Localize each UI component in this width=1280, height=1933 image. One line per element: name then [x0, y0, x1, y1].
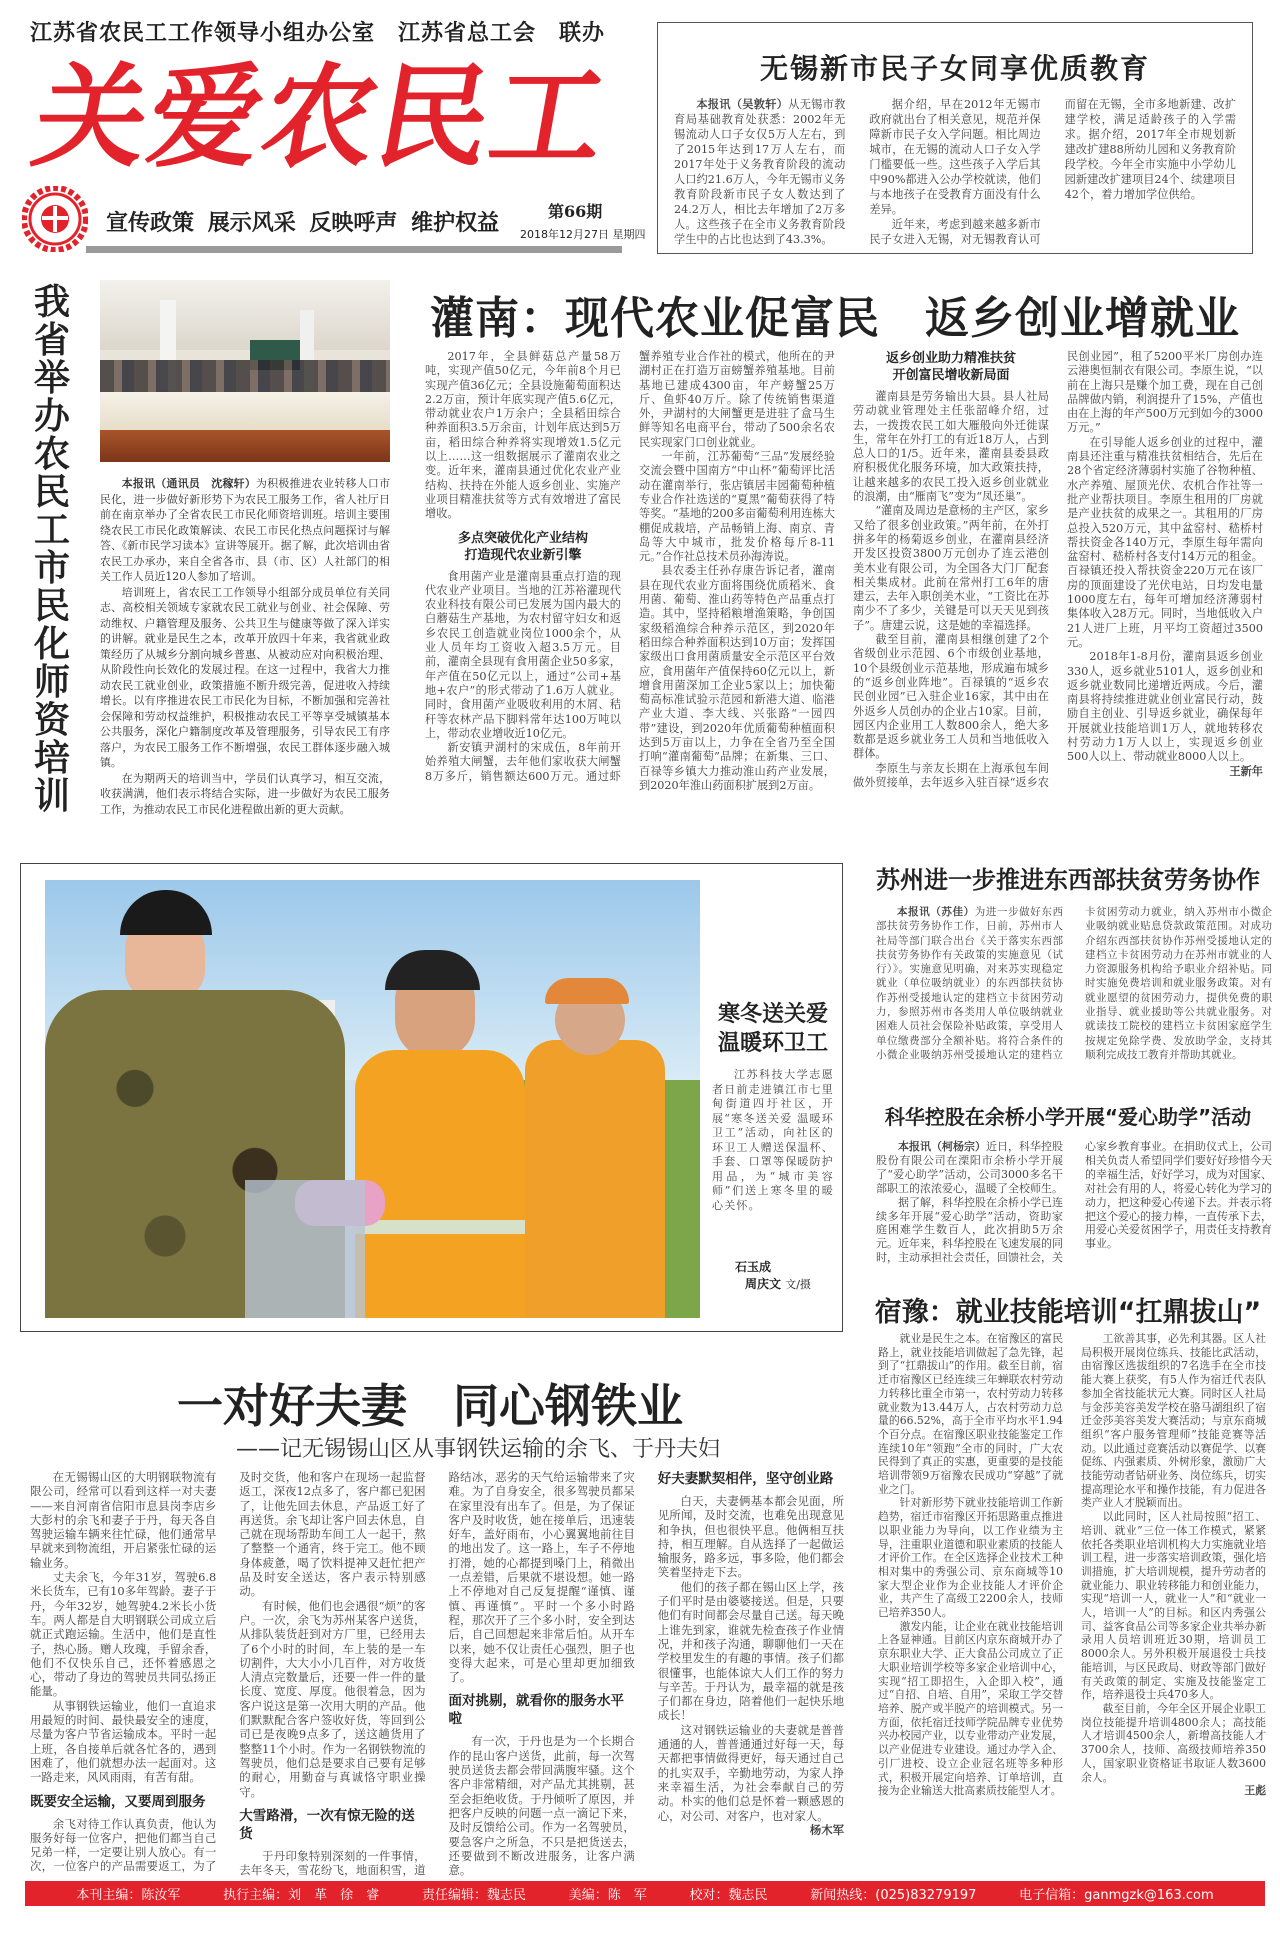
issue-date: 2018年12月27日 星期四: [520, 228, 646, 241]
photo-feature-title: [706, 1000, 840, 1058]
paragraph: 近年来，考虑到越来越多新市民子女进入无锡，对无锡教育认可而留在无锡，全市多地新建、改扩建学校，满足适龄孩子的入学需求。据介绍，2017年全市规划新建改扩建88所幼儿园和义务教育阶段学校。今年全市实施中小学幼儿园新建改扩建项目24个、续建项目42个，着力增加学位供给。: [869, 98, 1236, 246]
paragraph: 他们的孩子都在锡山区上学，孩子们平时是由婆婆接送。但是，只要他们有时间都会尽量自己送。每天晚上谁先到家，谁就先检查孩子作业情况，并和孩子沟通，聊聊他们一天在学校里发生的有趣的事情。孩子们都很懂事，也能体谅大人们工作的努力与辛苦。于丹认为，最幸福的就是孩子们都在身边，陪着他们一起快乐地成长！: [657, 1579, 844, 1723]
paragraph: 在为期两天的培训当中，学员们认真学习，相互交流，收获满满，他们表示将结合实际，进一步做好为农民工服务工作，为推动农民工市民化进程做出新的更大贡献。: [100, 771, 390, 816]
paragraph: [876, 1140, 1063, 1196]
paragraph: 李原生与亲友长期在上海承包车间做外贸接单，去年返乡入驻百禄“返乡农民创业园”，租了5200平米厂房创办连云港奥恒制衣有限公司。李原生说，“以前在上海只是赚个加工费，现在自己创品牌做内销，利润提升了15%，产值也由在上海的年产500万元到如今的3000万元。”: [853, 350, 1263, 790]
paragraph: 有一次，于丹也是为一个长期合作的昆山客户送货，此前，每一次驾驶员送货去都会带回满腹牢骚。这个客户非常精细，对产品尤其挑剔，甚至会拒绝收货。于丹倾听了原因，并把客户反映的问题一点一滴记下来，及时反馈给公司。作为一名驾驶员，要急客户之所急，不只是把货送去，还要做到不断改进服务，让客户满意。: [448, 1734, 635, 1878]
article-kehua-body: [876, 1140, 1272, 1265]
subheading: 好夫妻默契相伴，坚守创业路: [657, 1471, 834, 1487]
paragraph: 针对新形势下就业技能培训工作新趋势，宿迁市宿豫区开拓思路重点推进以职业能力为导向，以工作业绩为主导，注重职业道德和职业素质的技能人才评价工作。在全区选择企业技术工种相对集中的秀强公司、京东商城等10家大型企业作为企业技能人才评价企业，共产生了高级工2200余人，技师已培养350人。: [878, 1496, 1063, 1620]
paragraph: 据介绍，早在2012年无锡市政府就出台了相关意见，规范并保障新市民子女入学问题。相比周边城市，在无锡的流动人口子女入学门槛要低一些。这些孩子入学后其中90%都进入公办学校就读，他们与本地孩子在受教育方面没有什么差异。: [869, 98, 1041, 216]
article-suyu-body: [878, 1332, 1266, 1798]
footer-email: 电子信箱：ganmgzk@163.com: [1019, 1888, 1214, 1903]
byline: 王彪: [1244, 1784, 1266, 1798]
paragraph-text: 从无锡市教育局基础教育处获悉：2002年无锡流动人口子女仅5万人左右，到了2015年达到17万人左右，而2017年处于义务教育阶段的流动人口约21.6万人，今年无锡市义务教育阶段新市民子女人数达到了24.2万人，相比去年增加了2万多人。这些孩子在全市义务教育阶段学生中的占比也达到了43.3%。: [674, 98, 846, 246]
training-meeting-photo: [100, 280, 390, 462]
slogan-item: 反映呼声: [309, 211, 398, 236]
paragraph: 就业是民生之本。在宿豫区的富民路上，就业技能培训做起了急先锋，起到了“扛鼎拔山”的作用。截至目前，宿迁市宿豫区已经连续三年蝉联农村劳动力转移比重全市第一，农村劳动力转移就业数为13.44万人，占农村劳动力总量的66.52%，高于全市平均水平1.94个百分点。在宿豫区职业技能鉴定工作连续10年“领跑”全市的同时，广大农民得到了真正的实惠，更重要的是技能培训带领9万宿豫农民成功“穿越”了就业之门。: [878, 1332, 1063, 1496]
credit-role: 文/摄: [785, 1278, 811, 1291]
footer-news-hotline: 新闻热线：(025)83279197: [810, 1888, 977, 1903]
caption-text: 江苏科技大学志愿者日前走进镇江市七里甸街道四圩社区，开展“寒冬送关爱 温暖环卫工”活动，向社区的环卫工人赠送保温杯、手套、口罩等保暖防护用品，为“城市美容师”们送上寒冬里的暖心关怀。: [712, 1068, 834, 1212]
paragraph: 县农委主任孙存康告诉记者，灌南县在现代农业方面将围绕优质稻米、食用菌、葡萄、淮山药等特色产品重点打造。其中，坚持稻粮增渔策略，争创国家级稻渔综合种养示范区，到2020年稻田综合种养面积达到10万亩；发挥国家级出口食用菌质量安全示范区平台效应，食用菌年产值保持60亿元以上，新增食用菌深加工企业5家以上；加快葡萄高标准试验示范园和新港大道、临港产业大道、李大线、兴张路“一园四带”建设，到2020年优质葡萄种植面积达到5万亩以上，力争在全省乃至全国打响“灌南葡萄”品牌；在新集、三口、百禄等乡镇大力推动淮山药产业发展，到2020年淮山药面积扩展到2万亩。: [639, 564, 835, 792]
paragraph: 工欲善其事，必先利其器。区人社局积极开展岗位练兵、技能比武活动，由宿豫区选拔组织的7名选手在全市技能大赛上获奖，有5人作为宿迁代表队参加全省技能状元大赛。同时区人社局与金莎美容美发学校在骆马湖组织了宿迁金莎美容美发大赛活动；与京东商城组织“客户服务管理师”技能竞赛等活动。以此通过竞赛活动以赛促学、以赛促练、内强素质、外树形象，激励广大技能劳动者钻研业务、岗位练兵，切实提高理论水平和操作技能，有力促进各类产业人才脱颖而出。: [1081, 1332, 1266, 1510]
editorial-staff-footer: [25, 1881, 1265, 1906]
paragraph-text: 为进一步做好东西部扶贫劳务协作工作，日前，苏州市人社局等部门联合出台《关于落实东西部扶贫劳务协作有关政策的实施意见（试行）》。实施意见明确，对来苏实现稳定就业（单位吸纳就业）的东西部扶贫协作苏州受援地认定的建档立卡贫困劳动力，参照苏州市各类用人单位吸纳就业困难人员社会保险补贴政策，享受用人单位缴费部分全额补贴。将符合条件的小微企业吸纳苏州受援地认定的建档立卡贫困劳动力就业，纳入苏州市小微企业吸纳就业贴息贷款政策范围。对成功介绍东西部扶贫协作苏州受援地认定的建档立卡贫困劳动力在苏州市就业的人力资源服务机构给予职业介绍补贴。同时实施免费培训和就业服务政策。对有就业愿望的贫困劳动力，提供免费的职业指导、就业援助等公共就业服务。对就读技工院校的建档立卡贫困家庭学生按规定免除学费、发放助学金，支持其顺利完成技工教育并帮助其就业。: [876, 906, 1272, 1061]
photo-feature-title-line: 温暖环卫工: [717, 1031, 828, 1056]
masthead-divider: [86, 246, 622, 253]
article-suzhou-headline: 苏州进一步推进东西部扶贫劳务协作: [876, 866, 1260, 894]
lead-article-headline: 灌南：现代农业促富民 返乡创业增就业: [430, 293, 1240, 344]
dateline: 本报讯（柯杨宗）: [898, 1140, 986, 1153]
paragraph: 丈夫余飞，今年31岁，驾驶6.8米长货车，已有10多年驾龄。妻子于丹，今年32岁，她驾驶4.2米长小货车。两人都是自大明钢联公司成立后就正式跑运输。生活中，他们是直性子，热心肠。赠人玫瑰，手留余香，他们不仅快乐自己，还怀着感恩之心，带动了身边的驾驶员共同弘扬正能量。: [30, 1570, 217, 1699]
slogan-item: 宣传政策: [106, 211, 195, 236]
newspaper-masthead-title: 关爱农民工: [24, 52, 618, 183]
photo-feature-title-line: 寒冬送关爱: [717, 1002, 828, 1027]
paragraph: 激发内能，让企业在就业技能培训上各显神通。目前区内京东商城开办了京东职业大学、正大食品公司成立了正大职业培训学校等多家企业培训中心，实现“招工即招生，入企即入校”，通过“自招、自培、自用”，采取工学交替培养、脱产或半脱产的培训模式。另一方面，依托宿迁技师学院品牌专业优势兴办校园产业，以专业带动产业发展，以产业促进专业建设。通过办学入企、引厂进校、设立企业冠名班等多种形式，积极开展定向培养、订单培训，直接为企业输送大批高素质技能型人才。: [878, 1619, 1063, 1798]
footer-chief-editor: 本刊主编：陈汝军: [76, 1888, 181, 1903]
article-kehua-headline: 科华控股在余桥小学开展“爱心助学”活动: [884, 1105, 1252, 1129]
article-headline: 无锡新市民子女同享优质教育: [759, 52, 1150, 85]
subheading-line: 开创富民增收新局面: [892, 368, 1010, 383]
issue-number: 第66期: [548, 202, 603, 221]
slogan: [106, 206, 499, 237]
article-steel-couple-body: [30, 1470, 844, 1877]
paragraph: 从事钢铁运输业，他们一直追求用最短的时间、最快最安全的速度，尽量为客户节省运输成本。平时一起上班，各自接单后就各忙各的，遇到困难了，他们就想办法一起面对。这一路走来，风风雨雨，有苦有甜。: [30, 1698, 217, 1785]
subheading: [853, 350, 1049, 384]
article-wuxi-education: [657, 22, 1253, 254]
organizers-line: 江苏省农民工工作领导小组办公室 江苏省总工会 联办: [30, 21, 606, 46]
article-body: [674, 97, 1236, 247]
dateline: 本报讯（通讯员 沈稼轩）: [121, 477, 257, 490]
photo-credit: [745, 1275, 811, 1292]
subheading-line: 多点突破优化产业结构: [457, 530, 588, 546]
paragraph: [100, 476, 390, 585]
paragraph: 据了解，科华控股在余桥小学已连续多年开展“爱心助学”活动，资助家庭困难学生数百人，此次捐助5万余元。近年来，科华控股在飞速发展的同时，主动承担社会责任，回馈社会，关心家乡教育事业。在捐助仪式上，公司相关负责人希望同学们要好好珍惜今天的幸福生活，好好学习，成为对国家、对社会有用的人，将爱心转化为学习的动力，把这种爱心传递下去。并表示将把这个爱心的接力棒，一直传承下去，用爱心关爱贫困学子，用责任支持教育事业。: [876, 1140, 1272, 1265]
paragraph: [674, 97, 845, 247]
paragraph: 在无锡锡山区的大明钢联物流有限公司，经常可以看到这样一对夫妻——来自河南省信阳市息县岗李店乡大彭村的余飞和妻子于丹，每天各自驾驶运输车辆来往忙碌，他们通常早早就来到物流组，开启紧张忙碌的运输业务。: [30, 1470, 217, 1570]
dateline: 本报讯（苏佳）: [897, 906, 975, 918]
footer-executive-editor: 执行主编：刘 革 徐 睿: [223, 1888, 380, 1903]
paragraph-text: 近日，科华控股股份有限公司在溧阳市余桥小学开展了“爱心助学”活动，公司3000多名干部职工的浓浓爱心，温暖了全校师生。: [876, 1140, 1063, 1195]
volunteer-sanitation-worker-photo: [45, 880, 700, 1318]
article-guannan-body: [425, 350, 1263, 793]
paragraph-text: 为积极推进农业转移人口市民化，进一步做好新形势下为农民工服务工作，省人社厅日前在南京举办了全省农民工市民化师资培训班。培训主要围绕农民工市民化政策解读、农民工市民化热点问题探讨与解答、《新市民学习读本》宣讲等展开。据了解，此次培训由省农民工办承办，来自全省各市、县（市、区）人社部门的相关工作人员近120人参加了培训。: [100, 477, 390, 583]
paragraph: 白天，夫妻俩基本都会见面，所见所闻，及时交流，也难免出现意见和争执，但也很快平息。他俩相互扶持，相互理解。自从选择了一起做运输服务，路多远，事多险，他们都会笑着坚持走下去。: [657, 1494, 844, 1580]
paragraph: 有时候，他们也会遇很“烦”的客户。一次，余飞为苏州某客户送货，从排队装货赶到对方厂里，已经用去了6个小时的时间，车上装的是一车切割件，大大小小几百件，对方收货人清点完数量后，还要一件一件的量长度、宽度、厚度。他很着急，因为客户说这是第一次用大明的产品。他们默默配合客户签收好货，等回到公司已是夜晚9点多了，送这趟货用了整整11个小时。作为一名钢铁物流的驾驶员，他们总是要求自己要有足够的耐心，用勤奋与真诚恪守职业操守。: [239, 1598, 426, 1799]
paragraph: 2018年1-8月份，灌南县返乡创业330人，返乡就业5101人，返乡创业和返乡就业数同比递增近两成。今后，灌南县将持续推进就业创业富民行动，鼓励自主创业、引导返乡就业，确保每年开展就业技能培训1万人，就地转移农村劳动力1万人以上，实现返乡创业500人以上、带动就业8000人以上。: [1067, 650, 1263, 764]
paragraph: 余飞对待工作认真负责，他认为服务好每一位客户，把他们都当自己兄弟一样，一定要让别人放心。有一次，一位客户的产品需要返工，为了及时交货，他和客户在现场一起监督返工，深夜12点多了，客户都已犯困了，让他先回去休息，产品返工好了再送货。余飞却让客户回去休息，自己就在现场帮助车间工人一起干，熬了整整一个通宵，终于完工。他不顾身体疲惫，喝了饮料提神又赶忙把产品及时安全送达，客户表示特别感动。: [30, 1470, 426, 1874]
footer-proofreader: 校对：魏志民: [689, 1888, 768, 1903]
paragraph: 于丹印象特别深刻的一件事情，去年冬天，雪花纷飞，地面积雪，道路结冰，恶劣的天气给运输带来了灾难。为了自身安全，很多驾驶员都呆在家里没有出车了。但是，为了保证客户及时收货，她在接单后，迅速装好车，盖好雨布，小心翼翼地前往目的地出发了。这一路上，车子不停地打滑，她的心都提到嗓门上，稍微出一点差错，后果就不堪设想。她一路上不停地对自己反复提醒“谨慎、谨慎、再谨慎”。平时一个多小时路程，那次开了三个多小时，安全到达后，自己回想起来非常后怕。从开车以来，她不仅让责任心强烈，胆子也变得大起来，可是心里却更加细致了。: [239, 1470, 635, 1878]
subheading: 面对挑剔，就看你的服务水平啦: [448, 1693, 624, 1728]
paragraph: 以此同时，区人社局按照“招工、培训、就业”三位一体工作模式，紧紧依托各类职业培训机构大力实施就业培训工程，进一步落实培训政策，强化培训措施，扩大培训规模，提升劳动者的就业能力、职业转移能力和创业能力，实现“培训一人，就业一人”和“就业一人，培训一人”的目标。和区内秀强公司、益客食品公司等多家企业共举办新录用人员培训班近30期，培训员工8000余人。另外积极开展退役士兵技能培训，与区民政局、财政等部门做好有关政策的制定、实施及技能鉴定工作，培养退役士兵470多人。: [1081, 1510, 1266, 1702]
byline: 杨木军: [809, 1822, 844, 1837]
subheading: [425, 530, 621, 564]
subheading: 既要安全运输，又要周到服务: [30, 1793, 206, 1810]
footer-responsible-editor: 责任编辑：魏志民: [421, 1888, 526, 1903]
article-steel-couple-headline: 一对好夫妻 同心钢铁业: [177, 1379, 683, 1433]
dateline: 本报讯（吴敦轩）: [696, 98, 789, 111]
article-suzhou-body: [876, 905, 1272, 1062]
paragraph: 灌南县是劳务输出大县。县人社局劳动就业管理处主任张韶峰介绍，过去，一拨拨农民工如大雁般向外迁徙谋生，常年在外打工的有近18万人，占到总人口的1/5。近年来，灌南县委县政府积极优化服务环境，加大政策扶持，让越来越多的农民工投入返乡创业就业的浪潮，由“雁南飞”变为“凤还巢”。: [853, 390, 1049, 504]
paragraph: [876, 905, 1272, 1062]
paragraph: 新安镇尹湖村的宋成伍，8年前开始养殖大闸蟹，去年他们家收获大闸蟹8万多斤，销售额达600万元。通过虾蟹养殖专业合作社的模式，他所在的尹湖村正在打造万亩螃蟹养殖基地。目前基地已建成4300亩，年产螃蟹25万斤、鱼虾40万斤。除了传统销售渠道外，尹湖村的大闸蟹更是进驻了盒马生鲜等知名电商平台，带动了500余名农民实现家门口创业就业。: [425, 350, 835, 783]
byline: 王新年: [1229, 764, 1263, 778]
article-suyu-headline: 宿豫：就业技能培训“扛鼎拔山”: [874, 1297, 1262, 1328]
paragraph: “灌南及周边是意杨的主产区，家乡又给了很多创业政策。”两年前，在外打拼多年的杨菊返乡创业，在灌南县经济开发区投资3800万元创办了连云港创美木业有限公司，为全国各大门厂配套相关集成材。此前在常州打工6年的唐建云，去年入职创美木业，“工资比在苏南少不了多少，关键是可以天天见到孩子”。唐建云说，这是她的幸福选择。: [853, 504, 1049, 632]
photo-credit: 石玉成: [735, 1260, 772, 1274]
subheading-line: 打造现代农业新引擎: [464, 547, 582, 563]
article-training-body: [100, 476, 390, 817]
slogan-item: 展示风采: [207, 211, 296, 236]
paragraph: 在引导能人返乡创业的过程中，灌南县还注重与精准扶贫相结合，先后在28个省定经济薄弱村实施了谷物种植、水产养殖、屋顶光伏、农机合作社等一批产业帮扶项目。李原生租用的厂房就是产业扶贫的成果之一。其租用的厂房总投入520万元，其中盆窑村、嵇桥村帮扶资金各140万元，李原生每年需向盆窑村、嵇桥村各支付14万元的租金。百禄镇还投入帮扶资金220万元在该厂房的顶面建设了光伏电站，日均发电量1000度左右，每年可增加经济薄弱村集体收入28万元。同时，当地低收入户21人进厂上班，月平均工资超过3500元。: [1067, 435, 1263, 649]
paragraph: 截至目前，灌南县相继创建了2个省级创业示范园、6个市级创业基地，10个县级创业示范基地，形成遍布城乡的“返乡创业阵地”。百禄镇的“返乡农民创业园”已入驻企业16家，其中由在外返乡人员创办的企业占10家。目前，园区内企业用工人数800余人，绝大多数都是返乡就业务工人员和当地低收入群体。: [853, 633, 1049, 761]
paragraph: 食用菌产业是灌南县重点打造的现代农业产业项目。当地的江苏裕灌现代农业科技有限公司已发展为国内最大的白蘑菇生产基地，为农村留守妇女和返乡农民工创造就业岗位1000余个，从业人员年均工资收入超3.5万元。目前，灌南全县现有食用菌企业50多家，年产值在50亿元以上，通过“公司+基地+农户”的形式带动了1.6万人就业。同时，食用菌产业吸收利用的木屑、秸秆等农林产品下脚料常年达100万吨以上，带动农业增收近10亿元。: [425, 569, 621, 740]
paragraph: 这对钢铁运输业的夫妻就是普普通通的人，普普通通过好每一天，每天都把事情做得更好，每天通过自己的扎实双手，辛勤地劳动，为家人挣来幸福生活，为社会奉献自己的劳动。朴实的他们总是怀着一颗感恩的心，对公司、对客户，也对家人。: [657, 1722, 844, 1823]
paragraph: 培训班上，省农民工工作领导小组部分成员单位有关同志、高校相关领域专家就农民工就业与创业、社会保障、劳动维权、户籍管理及服务、公共卫生与健康等做了深入详实的讲解。就业是民生之本，改革开放四十年来，我省就业政策经历了从城乡分割向城乡普惠、从被动应对向积极治理、从阶段性向长效化的发展过程。在这一过程中，我省大力推动农民工就业创业，政策措施不断升级完善，促进收入持续增长。以有序推进农民工市民化为目标，不断加强和完善社会保障和劳动权益维护，积极推动农民工平等享受城镇基本公共服务，深化户籍制度改革及管理服务，引导农民工有序落户，为农民工服务工作不断增强，农民工群体逐步融入城镇。: [100, 585, 390, 769]
article-headline-vertical: 我省举办农民工市民化师资培训: [33, 282, 70, 817]
subheading: 大雪路滑，一次有惊无险的送货: [239, 1807, 415, 1842]
paragraph: 截至目前，今年全区开展企业职工岗位技能提升培训4800余人；高技能人才培训4500余人，新增高技能人才3700余人，技师、高级技师培养350人，国家职业资格证书取证人数3600余人。: [1081, 1701, 1266, 1784]
photo-caption: [712, 1068, 834, 1213]
subheading-line: 返乡创业助力精准扶贫: [885, 351, 1016, 366]
article-subtitle: ——记无锡锡山区从事钢铁运输的余飞、于丹夫妇: [235, 1437, 720, 1462]
trade-union-logo-icon: [22, 186, 88, 252]
paragraph: 2017年，全县鲜菇总产量58万吨，实现产值50亿元，今年前8个月已实现产值36亿元；全县设施葡萄面积达2.2万亩，预计年底实现产值5.6亿元，带动就业农户1万余户；全县稻田综合种养面积3.5万余亩，计划年底达到5万亩，稻田综合种养将实现增效1.5亿元以上……这一组数据展示了灌南农业之变。近年来，灌南县通过优化农业产业结构、扶持在外能人返乡创业、实施产业项目精准扶贫等方式有效增进了富民增收。: [425, 350, 621, 521]
credit-name: 周庆文: [745, 1277, 782, 1291]
footer-art-editor: 美编：陈 军: [568, 1888, 647, 1903]
slogan-item: 维护权益: [411, 211, 500, 236]
paragraph: 一年前，江苏葡萄“三品”发展经验交流会暨中国南方“中山杯”葡萄评比活动在灌南举行，张店镇居丰园葡萄种植专业合作社选送的“夏黑”葡萄获得了特等奖。“基地的200多亩葡萄利用连栋大棚促成栽培，产品畅销上海、南京、青岛等大中城市，批发价格每斤8-11元。”合作社总技术员孙海涛说。: [639, 450, 835, 564]
